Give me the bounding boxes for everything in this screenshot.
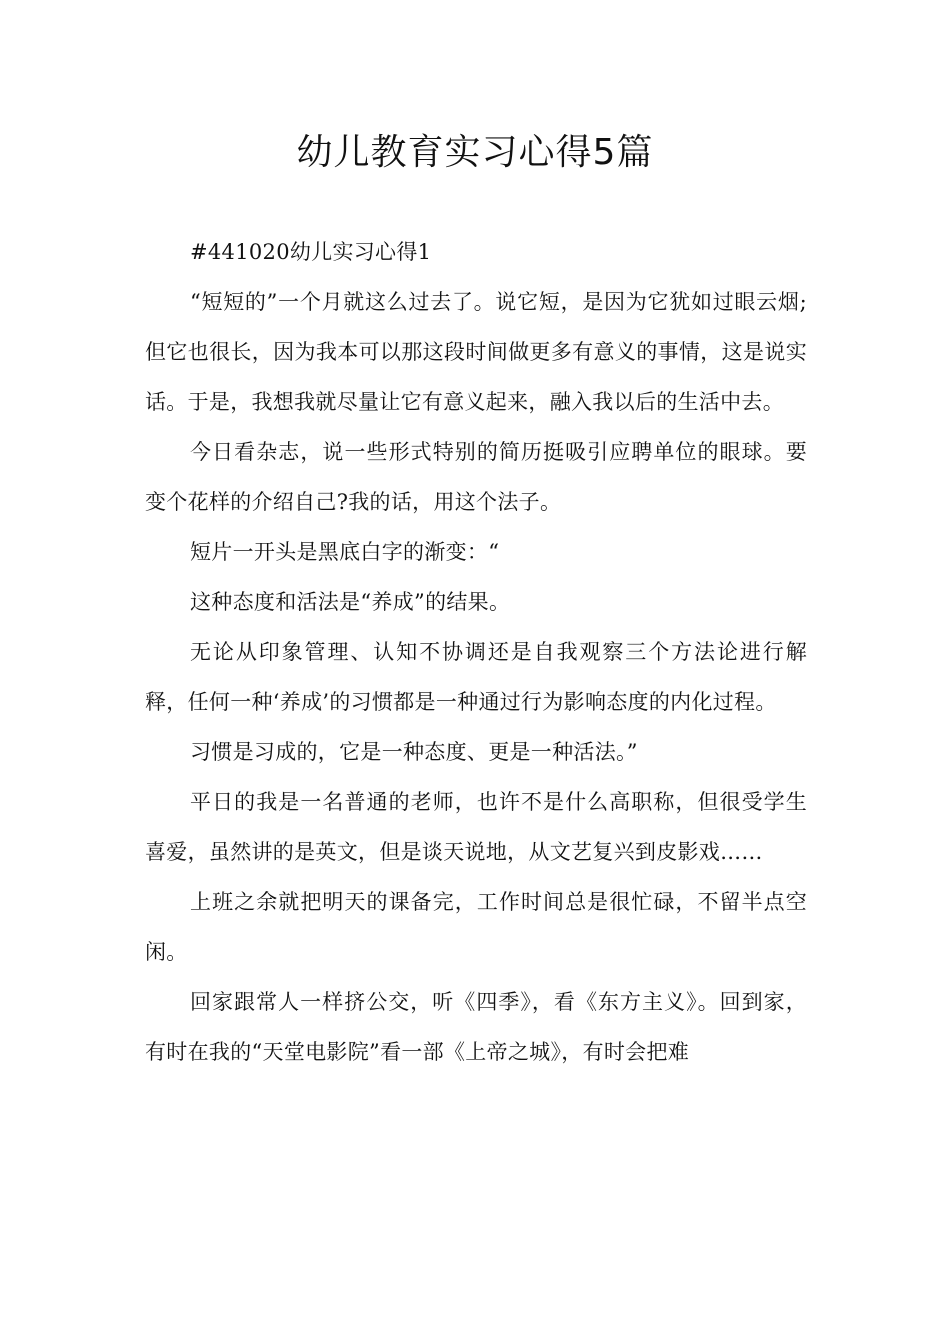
paragraph-heading: #441020幼儿实习心得1 [190, 240, 432, 264]
paragraph: 今日看杂志，说一些形式特别的简历挺吸引应聘单位的眼球。要变个花样的介绍自己?我的话，用这个法子。 [145, 440, 807, 514]
paragraph: 无论从印象管理、认知不协调还是自我观察三个方法论进行解释，任何一种‘养成’的习惯都是一种通过行为影响态度的内化过程。 [145, 640, 807, 714]
paragraph: 回家跟常人一样挤公交，听《四季》，看《东方主义》。回到家，有时在我的“天堂电影院”看一部《上帝之城》，有时会把难 [145, 990, 807, 1064]
paragraph: 上班之余就把明天的课备完，工作时间总是很忙碌，不留半点空闲。 [145, 890, 807, 964]
paragraph: 这种态度和活法是“养成”的结果。 [190, 590, 511, 614]
paragraph: “短短的”一个月就这么过去了。说它短，是因为它犹如过眼云烟;但它也很长，因为我本可以那这段时间做更多有意义的事情，这是说实话。于是，我想我就尽量让它有意义起来，融入我以后的生活中去。 [145, 290, 807, 414]
document-title: 幼儿教育实习心得5篇 [296, 132, 654, 173]
paragraph: 平日的我是一名普通的老师，也许不是什么高职称，但很受学生喜爱，虽然讲的是英文，但是谈天说地，从文艺复兴到皮影戏…… [145, 790, 807, 864]
paragraph: 习惯是习成的，它是一种态度、更是一种活法。” [190, 740, 638, 764]
document-body [145, 227, 807, 1077]
paragraph: 短片一开头是黑底白字的渐变：“ [190, 540, 500, 564]
